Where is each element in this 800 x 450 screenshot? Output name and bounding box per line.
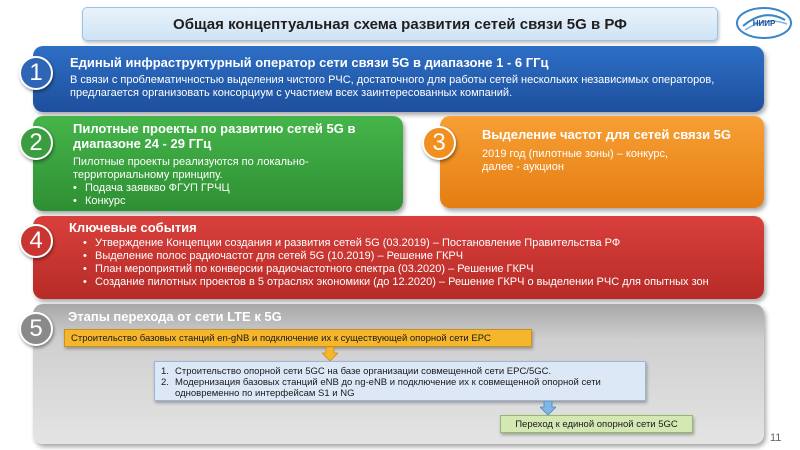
list-item: • Конкурс (71, 195, 391, 208)
block5-heading: Этапы перехода от сети LTE к 5G (68, 309, 282, 324)
slide-title: Общая концептуальная схема развития сетей связи 5G в РФ (82, 7, 718, 41)
block2-bullets (71, 182, 391, 208)
stage-box-single-5gc: Переход к единой опорной сети 5GC (500, 415, 693, 433)
stage-box-en-gnb: Строительство базовых станций en-gNB и подключение их к существующей опорной сети EPC (64, 329, 532, 347)
step-number-4: 4 (19, 224, 53, 258)
arrow-down-icon (540, 401, 556, 415)
block1-text: В связи с проблематичностью выделения чистого РЧС, достаточного для работы сетей нескольких независимых операторов, предлагается организовать консорциум с участием всех заинтересованных компаний. (70, 74, 715, 99)
block-pilot-projects (33, 116, 403, 211)
niir-logo (733, 4, 795, 42)
block-key-events (33, 216, 764, 299)
block-single-operator (33, 46, 764, 112)
step-number-5: 5 (19, 312, 53, 346)
list-item: 2. Модернизация базовых станций eNB до ng-eNB и подключение их к совмещенной опорной сети одновременно по интерфейсам S1 и NG (161, 377, 601, 399)
list-item: • Выделение полос радиочастот для сетей 5G (10.2019) – Решение ГКРЧ (81, 250, 761, 263)
niir-logo-icon (733, 4, 795, 42)
block1-heading: Единый инфраструктурный оператор сети связи 5G в диапазоне 1 - 6 ГГц (70, 55, 549, 70)
list-item: • Подача заявкво ФГУП ГРЧЦ (71, 182, 391, 195)
list-item: 1. Строительство опорной сети 5GC на базе организации совмещенной сети EPC/5GC. (161, 366, 552, 377)
list-item: • Утверждение Концепции создания и развития сетей 5G (03.2019) – Постановление Правительства РФ (81, 237, 761, 250)
step-number-1: 1 (19, 56, 53, 90)
block3-text: 2019 год (пилотные зоны) – конкурс, далее - аукцион (482, 148, 669, 173)
step-number-3: 3 (422, 126, 456, 160)
block3-heading: Выделение частот для сетей связи 5G (482, 127, 732, 142)
block2-text: Пилотные проекты реализуются по локально-территориальному принципу. (73, 156, 309, 181)
stage-box-5gc-core (154, 361, 646, 401)
list-item: • План мероприятий по конверсии радиочастотного спектра (03.2020) – Решение ГКРЧ (81, 263, 761, 276)
step-number-2: 2 (19, 126, 53, 160)
block-frequency-allocation (440, 116, 764, 208)
block4-bullets (81, 237, 761, 289)
arrow-down-icon (322, 347, 338, 361)
list-item: • Создание пилотных проектов в 5 отраслях экономики (до 12.2020) – Решение ГКРЧ о выделении РЧС для опытных зон (81, 276, 761, 289)
logo-text: НИИР (752, 19, 776, 28)
block2-heading: Пилотные проекты по развитию сетей 5G в диапазоне 24 - 29 ГГц (73, 121, 356, 151)
block4-heading: Ключевые события (69, 220, 197, 235)
page-number: 11 (770, 432, 782, 444)
